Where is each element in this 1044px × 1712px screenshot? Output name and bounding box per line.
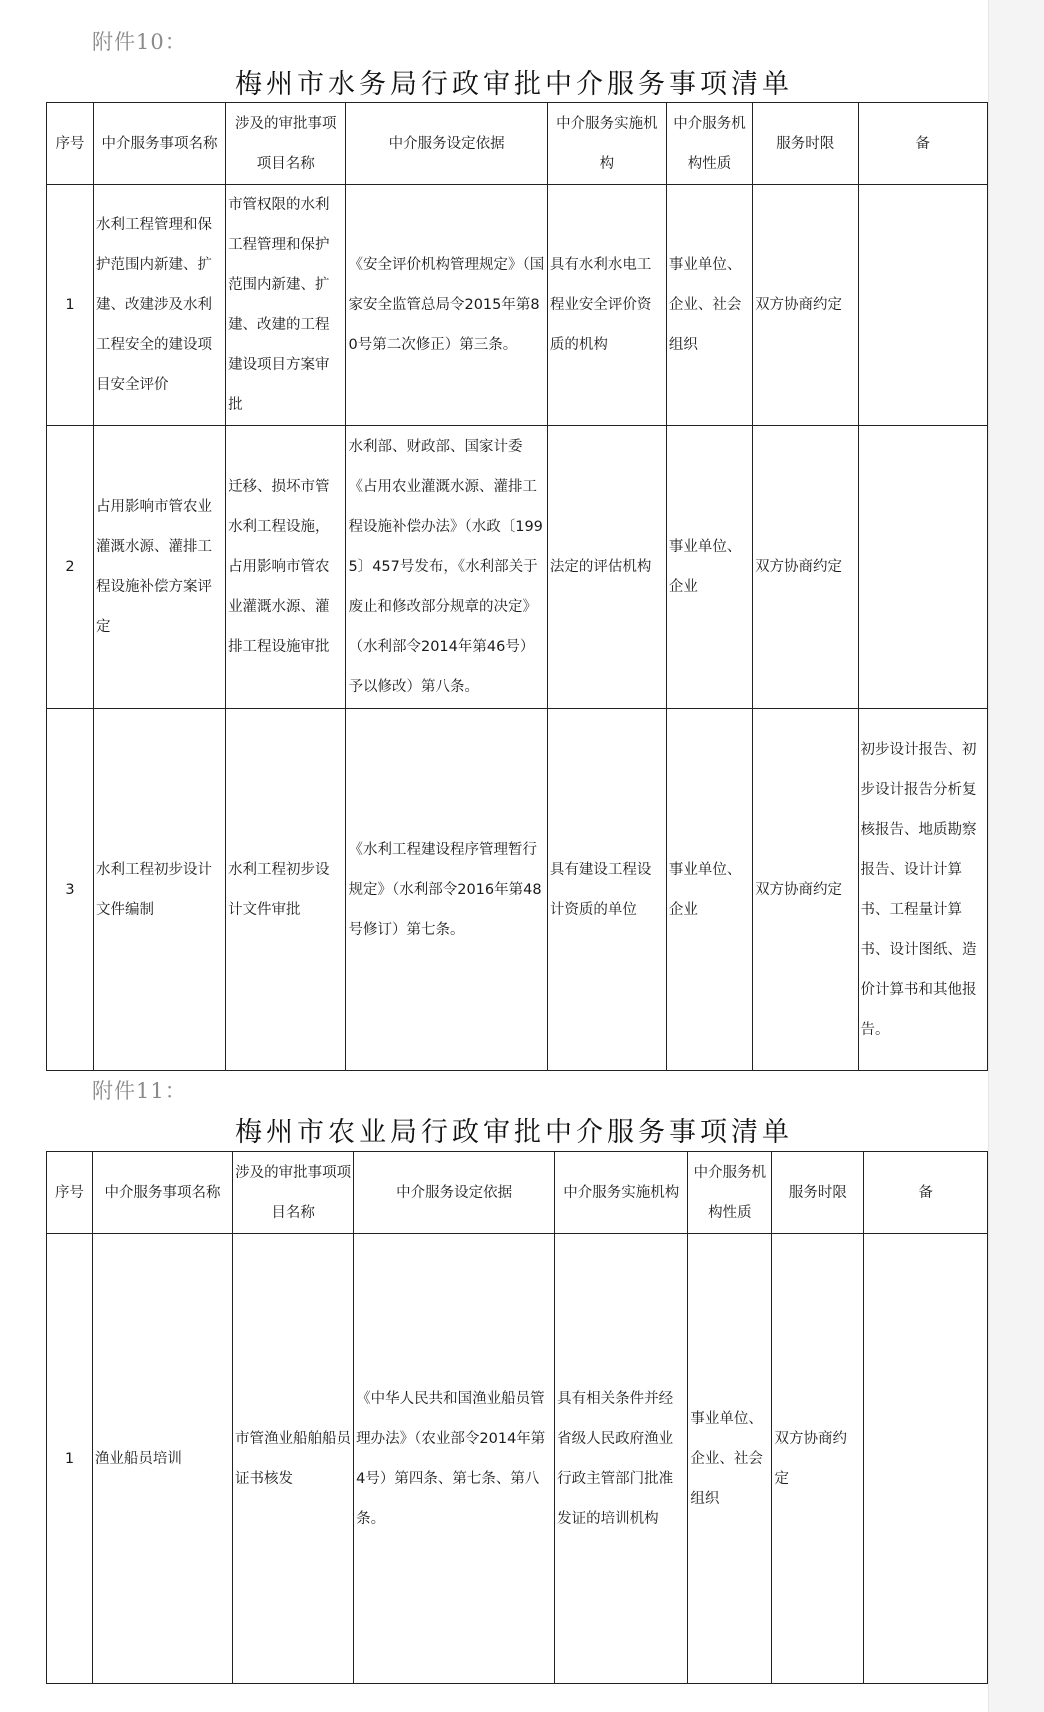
row-agency: 具有建设工程设计资质的单位 <box>547 709 666 1071</box>
annex10-title: 梅州市水务局行政审批中介服务事项清单 <box>235 69 793 100</box>
row-time: 双方协商约定 <box>753 185 858 426</box>
table-row <box>47 1234 988 1684</box>
table-row <box>47 185 988 426</box>
table-header-row <box>47 1152 988 1234</box>
row-no: 1 <box>47 1234 93 1684</box>
header-nature: 中介服务机构性质 <box>666 103 752 185</box>
row-note <box>858 426 987 709</box>
row-note <box>858 185 987 426</box>
row-time: 双方协商约定 <box>753 709 858 1071</box>
row-agency: 具有相关条件并经省级人民政府渔业行政主管部门批准发证的培训机构 <box>555 1234 688 1684</box>
row-approval: 市管权限的水利工程管理和保护范围内新建、扩建、改建的工程建设项目方案审批 <box>226 185 346 426</box>
header-note: 备 <box>858 103 987 185</box>
header-agency: 中介服务实施机构 <box>555 1152 688 1234</box>
page-right-margin <box>988 0 1044 1712</box>
row-nature: 事业单位、企业、社会组织 <box>688 1234 772 1684</box>
header-item: 中介服务事项名称 <box>93 103 225 185</box>
row-time: 双方协商约定 <box>772 1234 864 1684</box>
row-note <box>864 1234 988 1684</box>
row-nature: 事业单位、企业、社会组织 <box>666 185 752 426</box>
header-approval: 涉及的审批事项项目名称 <box>233 1152 354 1234</box>
row-approval: 迁移、损坏市管水利工程设施，占用影响市管农业灌溉水源、灌排工程设施审批 <box>226 426 346 709</box>
annex11-label: 附件11： <box>92 1079 187 1103</box>
header-item: 中介服务事项名称 <box>92 1152 232 1234</box>
row-nature: 事业单位、企业 <box>666 426 752 709</box>
header-basis: 中介服务设定依据 <box>346 103 547 185</box>
row-item: 占用影响市管农业灌溉水源、灌排工程设施补偿方案评定 <box>93 426 225 709</box>
header-approval: 涉及的审批事项项目名称 <box>226 103 346 185</box>
row-no: 1 <box>47 185 94 426</box>
header-nature: 中介服务机构性质 <box>688 1152 772 1234</box>
row-item: 水利工程管理和保护范围内新建、扩建、改建涉及水利工程安全的建设项目安全评价 <box>93 185 225 426</box>
row-agency: 法定的评估机构 <box>547 426 666 709</box>
row-item: 渔业船员培训 <box>92 1234 232 1684</box>
table-row <box>47 426 988 709</box>
row-time: 双方协商约定 <box>753 426 858 709</box>
row-note: 初步设计报告、初步设计报告分析复核报告、地质勘察报告、设计计算书、工程量计算书、设计图纸、造价计算书和其他报告。 <box>858 709 987 1071</box>
row-agency: 具有水利水电工程业安全评价资质的机构 <box>547 185 666 426</box>
annex10-label: 附件10： <box>92 30 187 54</box>
row-basis: 《中华人民共和国渔业船员管理办法》（农业部令2014年第4号）第四条、第七条、第八条。 <box>354 1234 555 1684</box>
row-nature: 事业单位、企业 <box>666 709 752 1071</box>
annex11-title: 梅州市农业局行政审批中介服务事项清单 <box>235 1117 793 1148</box>
row-no: 3 <box>47 709 94 1071</box>
header-time: 服务时限 <box>753 103 858 185</box>
header-basis: 中介服务设定依据 <box>354 1152 555 1234</box>
row-basis: 《水利工程建设程序管理暂行规定》（水利部令2016年第48号修订）第七条。 <box>346 709 547 1071</box>
table-row <box>47 709 988 1071</box>
annex11-table <box>46 1151 988 1684</box>
header-time: 服务时限 <box>772 1152 864 1234</box>
row-approval: 水利工程初步设计文件审批 <box>226 709 346 1071</box>
row-basis: 《安全评价机构管理规定》（国家安全监管总局令2015年第80号第二次修正）第三条。 <box>346 185 547 426</box>
header-agency: 中介服务实施机构 <box>547 103 666 185</box>
annex10-table <box>46 102 988 1071</box>
row-item: 水利工程初步设计文件编制 <box>93 709 225 1071</box>
row-basis: 水利部、财政部、国家计委《占用农业灌溉水源、灌排工程设施补偿办法》（水政〔1995〕457号发布，《水利部关于废止和修改部分规章的决定》（水利部令2014年第46号）予以修改）第八条。 <box>346 426 547 709</box>
row-no: 2 <box>47 426 94 709</box>
table-header-row <box>47 103 988 185</box>
row-approval: 市管渔业船舶船员证书核发 <box>233 1234 354 1684</box>
header-no: 序号 <box>47 103 94 185</box>
header-no: 序号 <box>47 1152 93 1234</box>
header-note: 备 <box>864 1152 988 1234</box>
